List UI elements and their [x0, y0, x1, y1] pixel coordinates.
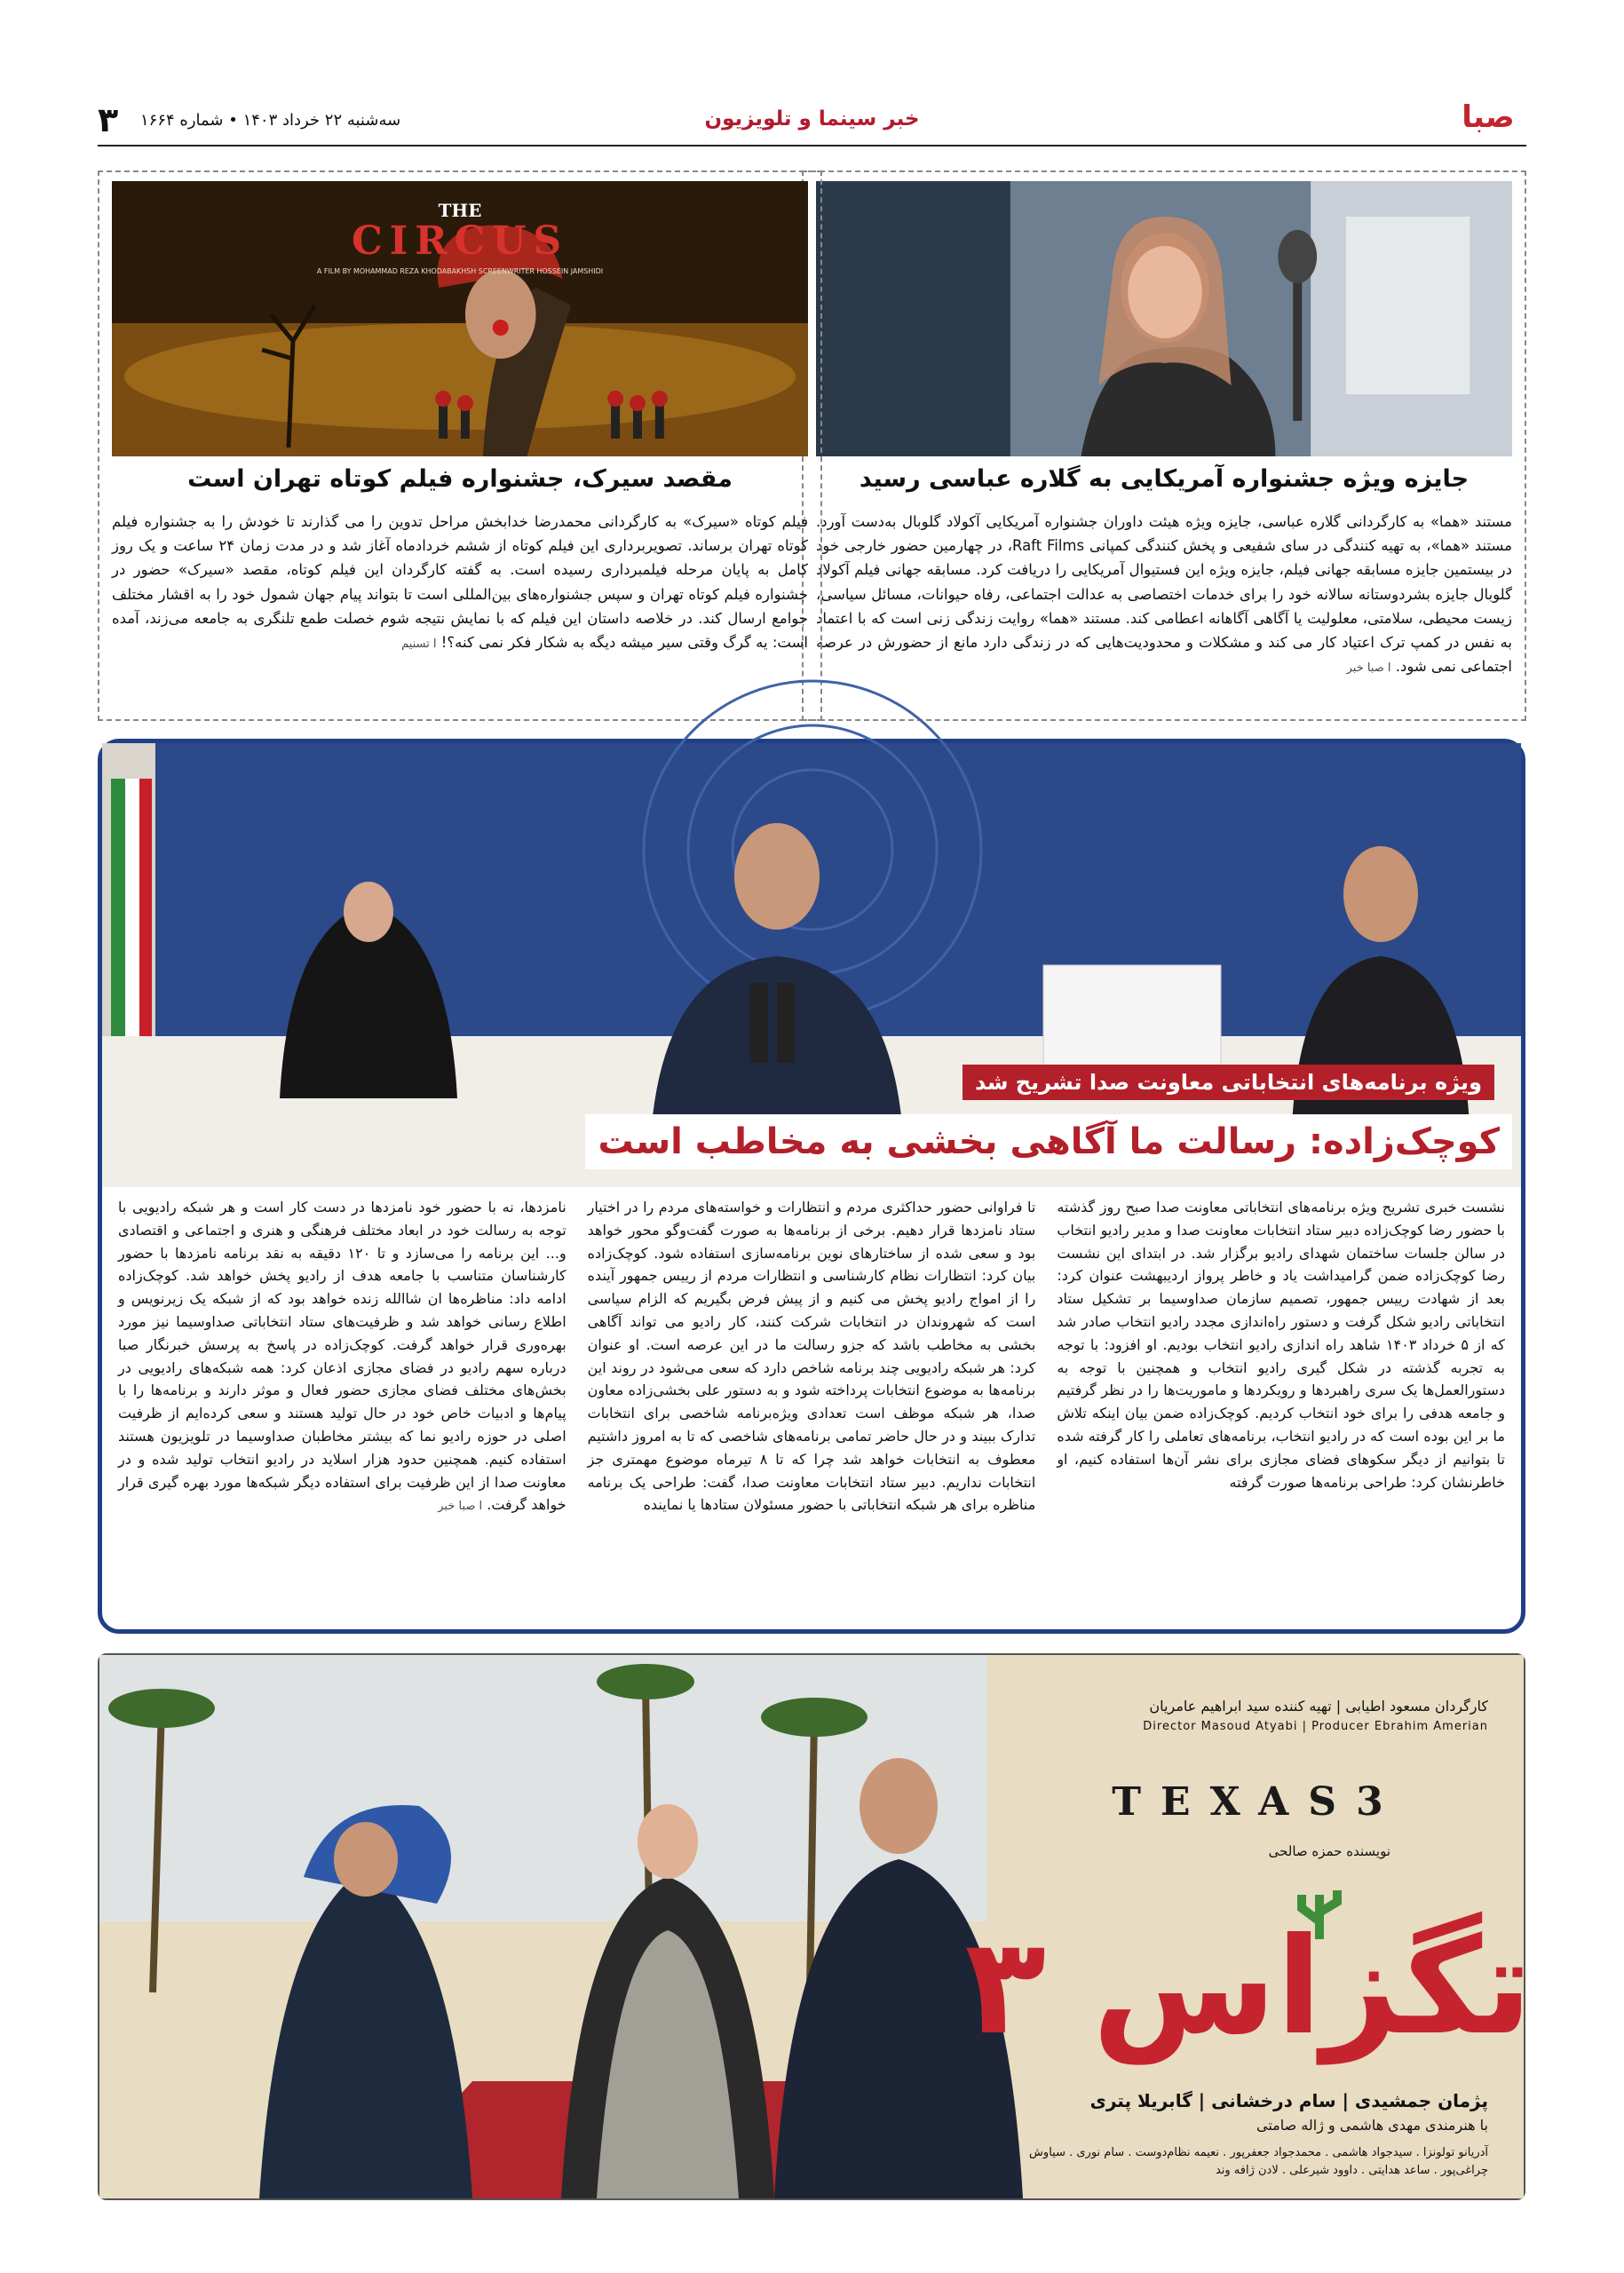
circus-poster-credits: A FILM BY MOHAMMAD REZA KHODABAKHSH SCREENWRITER HOSSEIN JAMSHIDI [316, 266, 604, 276]
story-abbasi-title: جایزه ویژه جشنواره آمریکایی به گلاره عباسی رسید [859, 465, 1470, 493]
feature-columns [118, 1196, 1505, 1622]
circus-poster-title: CIRCUS [351, 218, 569, 265]
saba-logo [1450, 95, 1526, 138]
texas3-wordmark: TEXAS3 [1112, 1779, 1403, 1825]
texas3-writer: نویسنده حمزه صالحی [1268, 1843, 1390, 1859]
page-number: ۳ [98, 100, 119, 139]
story-circus-body: فیلم کوتاه «سیرک» به کارگردانی محمدرضا خدابخش مراحل تدوین را می گذارند تا خودش را به جشنواره فیلم کوتاه تهران برساند. تصویربرداری این فیلم کوتاه از ششم خردادماه آغاز شد و در مدت زمان ۲۴ ساعت و یک روز کامل به پایان مرحله فیلمبرداری رسیده است. به گفته کارگردان این فیلم کوتاه، مقصد «سیرک» حضور در جشنواره فیلم کوتاه تهران و سپس جشنواره‌های بین‌المللی است تا بتواند پیام جهان شمول خود را به اقشار مختلف جوامع ارسال کند. در خلاصه داستان این فیلم که با نمایش نتیجه شوم خصلت طمع تلنگری به جامعه می‌زند، آمده است: یه گرگ وقتی سیر میشه دیگه به شکار فکر نمی کنه؟! ا تسنیم [112, 513, 808, 652]
feature-headline: کوچک‌زاده: رسالت ما آگاهی بخشی به مخاطب است [585, 1114, 1512, 1169]
section-title: خبر سینما و تلویزیون [704, 107, 920, 131]
feature-source: ا صبا خبر [438, 1500, 483, 1514]
texas3-credits-en: Director Masoud Atyabi | Producer Ebrahim Amerian [1143, 1720, 1488, 1733]
feature-kicker: ویژه برنامه‌های انتخاباتی معاونت صدا تشریح شد [963, 1065, 1494, 1100]
circus-poster-the: THE [438, 199, 482, 222]
texas3-cast-main: پژمان جمشیدی | سام درخشانی | گابریلا پتری [1089, 2090, 1488, 2111]
texas3-cast [991, 2090, 1488, 2180]
feature-column-1: نشست خبری تشریح ویژه برنامه‌های انتخاباتی معاونت صدا صبح روز گذشته با حضور رضا کوچک‌زاده دبیر ستاد انتخابات معاونت صدا و مدیر رادیو انتخاب در سالن جلسات ساختمان شهدای رادیو برگزار شد. در ابتدای این نشست رضا کوچک‌زاده ضمن گرامیداشت یاد و خاطر پرواز اردیبهشت عنوان کرد: بعد از شهادت رییس جمهور، تصمیم سازمان صداوسیما بر تشکیل ستاد انتخاباتی رادیو شکل گرفت و دستور راه‌اندازی مجدد رادیو انتخاب صادر شد که از ۵ خرداد ۱۴۰۳ شاهد راه اندازی رادیو انتخاب بودیم. او افزود: با توجه به تجربه گذشته در شکل گیری رادیو انتخاب و همچنین با توجه به دستورالعمل‌ها یک سری راهبردها و رویکردها و ماموریت‌ها را در نظر گرفتیم و جامعه هدفی را برای خود انتخاب کردیم. کوچک‌زاده ضمن بیان اینکه تلاش ما بر این بوده است که در رادیو انتخاب، برنامه‌های تعاملی را کار گرفته شده تا بتوانیم از دیگر سکوهای فضای مجازی برای نشر آن‌ها استفاده کنیم، او خاطرنشان کرد: طراحی برنامه‌ها صورت گرفته [1057, 1199, 1506, 1491]
texas3-cast-others: آدریانو تولونزا . سیدجواد هاشمی . محمدجواد جعفرپور . نعیمه نظام‌دوست . سام نوری . سیاوش چراغی‌پور . ساعد هدایتی . داوود شیرعلی . لادن ژافه وند [1029, 2146, 1488, 2177]
svg-text:صبا: صبا [1462, 99, 1515, 135]
texas3-credits-fa: کارگردان مسعود اطیابی | تهیه کننده سید ابراهیم عامریان [1149, 1698, 1488, 1715]
dateline: سه‌شنبه ۲۲ خرداد ۱۴۰۳ • شماره ۱۶۶۴ [140, 111, 401, 130]
feature-election-radio [98, 739, 1525, 1634]
story-abbasi-body: مستند «هما» به کارگردانی گلاره عباسی، جایزه ویژه هیئت داوران جشنواره آمریکایی آکولاد گلوبال به‌دست آورد. مستند «هما»، به تهیه کنندگی در سای شفیعی و پخش کنندگی کمپانی Raft Films، در چهارمین حضور خارجی خود در بیستمین جایزه مسابقه جهانی فیلم، جایزه ویژه این فستیوال آمریکایی را دریافت کرد. مسابقه جهانی فیلم آکولاد گلوبال جایزه بشردوستانه سالانه خود را برای خدمات اختصاصی به عدالت اجتماعی، رفاه حیوانات، مسائل سیاسی، زیست محیطی، سلامتی، معلولیت یا آگاهی آگاهانه اعطامی کند. مستند «هما» روایت زندگی زنی است که با اعتماد به نفس در کمپ ترک اعتیاد کار می کند و مشکلات و محدودیت‌هایی که در زندگی دارد مانع از حضورش در عرصه اجتماعی نمی شود. ا صبا خبر [816, 513, 1513, 676]
story-abbasi-award [802, 170, 1526, 721]
story-circus-title: مقصد سیرک، جشنواره فیلم کوتاه تهران است [187, 465, 733, 493]
circus-poster [112, 181, 808, 456]
story-circus-source: ا تسنیم [401, 638, 437, 652]
feature-column-3: نامزدها، نه با حضور خود نامزدها در دست کار است و هر شبکه رادیویی با توجه به رسالت خود در ابعاد مختلف فرهنگی و هنری و اجتماعی و اقتصادی و... این برنامه را می‌سازد و تا ۱۲۰ دقیقه به نقد برنامه نامزدها با حضور کارشناسان متناسب با جامعه هدف از رادیو پخش خواهد شد. کوچک‌زاده ادامه داد: مناظره‌ها ان شاالله زنده خواهد بود که از شبکه یک زیرنویس و اطلاع رسانی خواهد شد و ظرفیت‌های ستاد انتخاباتی صداوسیما نیز مورد بهره‌وری قرار خواهد گرفت. کوچک‌زاده در پاسخ به پرسش خبرنگار صبا درباره سهم رادیو در فضای مجازی اذعان کرد: همه شبکه‌های رادیویی در بخش‌های مختلف فضای مجازی حضور فعال و موثر دارند و برنامه‌ها را با پیام‌ها و ادبیات خاص خود در حال تولید هستند و سعی کرده‌ایم از ظرفیت اصلی در حوزه رادیو نما که بیشتر مخاطبان صداوسیما در تلویزیون هستند استفاده کنیم. همچنین حدود هزار اسلاید در رادیو انتخاب تولید شده و در معاونت صدا از این ظرفیت برای استفاده دیگر شبکه‌ها مورد بهره گیری قرار خواهد گرفت. ا صبا خبر [117, 1199, 566, 1514]
texas3-poster-ad [98, 1653, 1533, 2200]
story-abbasi-source: ا صبا خبر [1346, 661, 1391, 676]
texas3-title-logo [964, 1886, 1533, 2072]
abbasi-photo [816, 181, 1512, 456]
story-circus [98, 170, 822, 721]
feature-column-2: تا فراوانی حضور حداکثری مردم و انتظارات و خواسته‌های مردم را در اختیار ستاد نامزدها قرار دهیم. برخی از برنامه‌ها به صورت گفت‌وگو محور خواهد بود و سعی شده از ساختارهای نوین برنامه‌سازی استفاده شود. کوچک‌زاده بیان کرد: انتظارات نظام کارشناسی و انتظارات مردم از رییس جمهور آینده را از امواج رادیو پخش می کنیم و از پیش فرض بگیریم که الزام سیاسی است که شهروندان در انتخابات شرکت کنند، کار رادیو می تواند آگاهی بخشی به مخاطب باشد که جزو رسالت ما در این عرصه است. او عنوان کرد: هر شبکه رادیویی چند برنامه شاخص دارد که سعی می‌شود در روند این برنامه‌ها به موضوع انتخابات پرداخته شود و به دستور علی بخشی‌زاده معاون صدا، هر شبکه موظف است تعدادی ویژه‌برنامه شاخصی برای انتخابات تدارک ببیند و در حال حاضر تمامی برنامه‌های شاخصی که تا به امروز داشتیم معطوف به انتخابات خواهد شد چرا که تا ۸ تیرماه موضوع مهمتری جز انتخابات نداریم. دبیر ستاد انتخابات معاونت صدا، گفت: طراحی یک برنامه مناظره برای هر شبکه انتخاباتی با حضور مسئولان ستادها یا نماینده [587, 1199, 1036, 1514]
texas3-cast-with: با هنرمندی مهدی هاشمی و ژاله صامتی [1256, 2117, 1488, 2134]
page-header [98, 93, 1526, 147]
texas3-credits [1026, 1698, 1488, 1733]
svg-text:تگزاس ۳: تگزاس ۳ [964, 1910, 1533, 2064]
